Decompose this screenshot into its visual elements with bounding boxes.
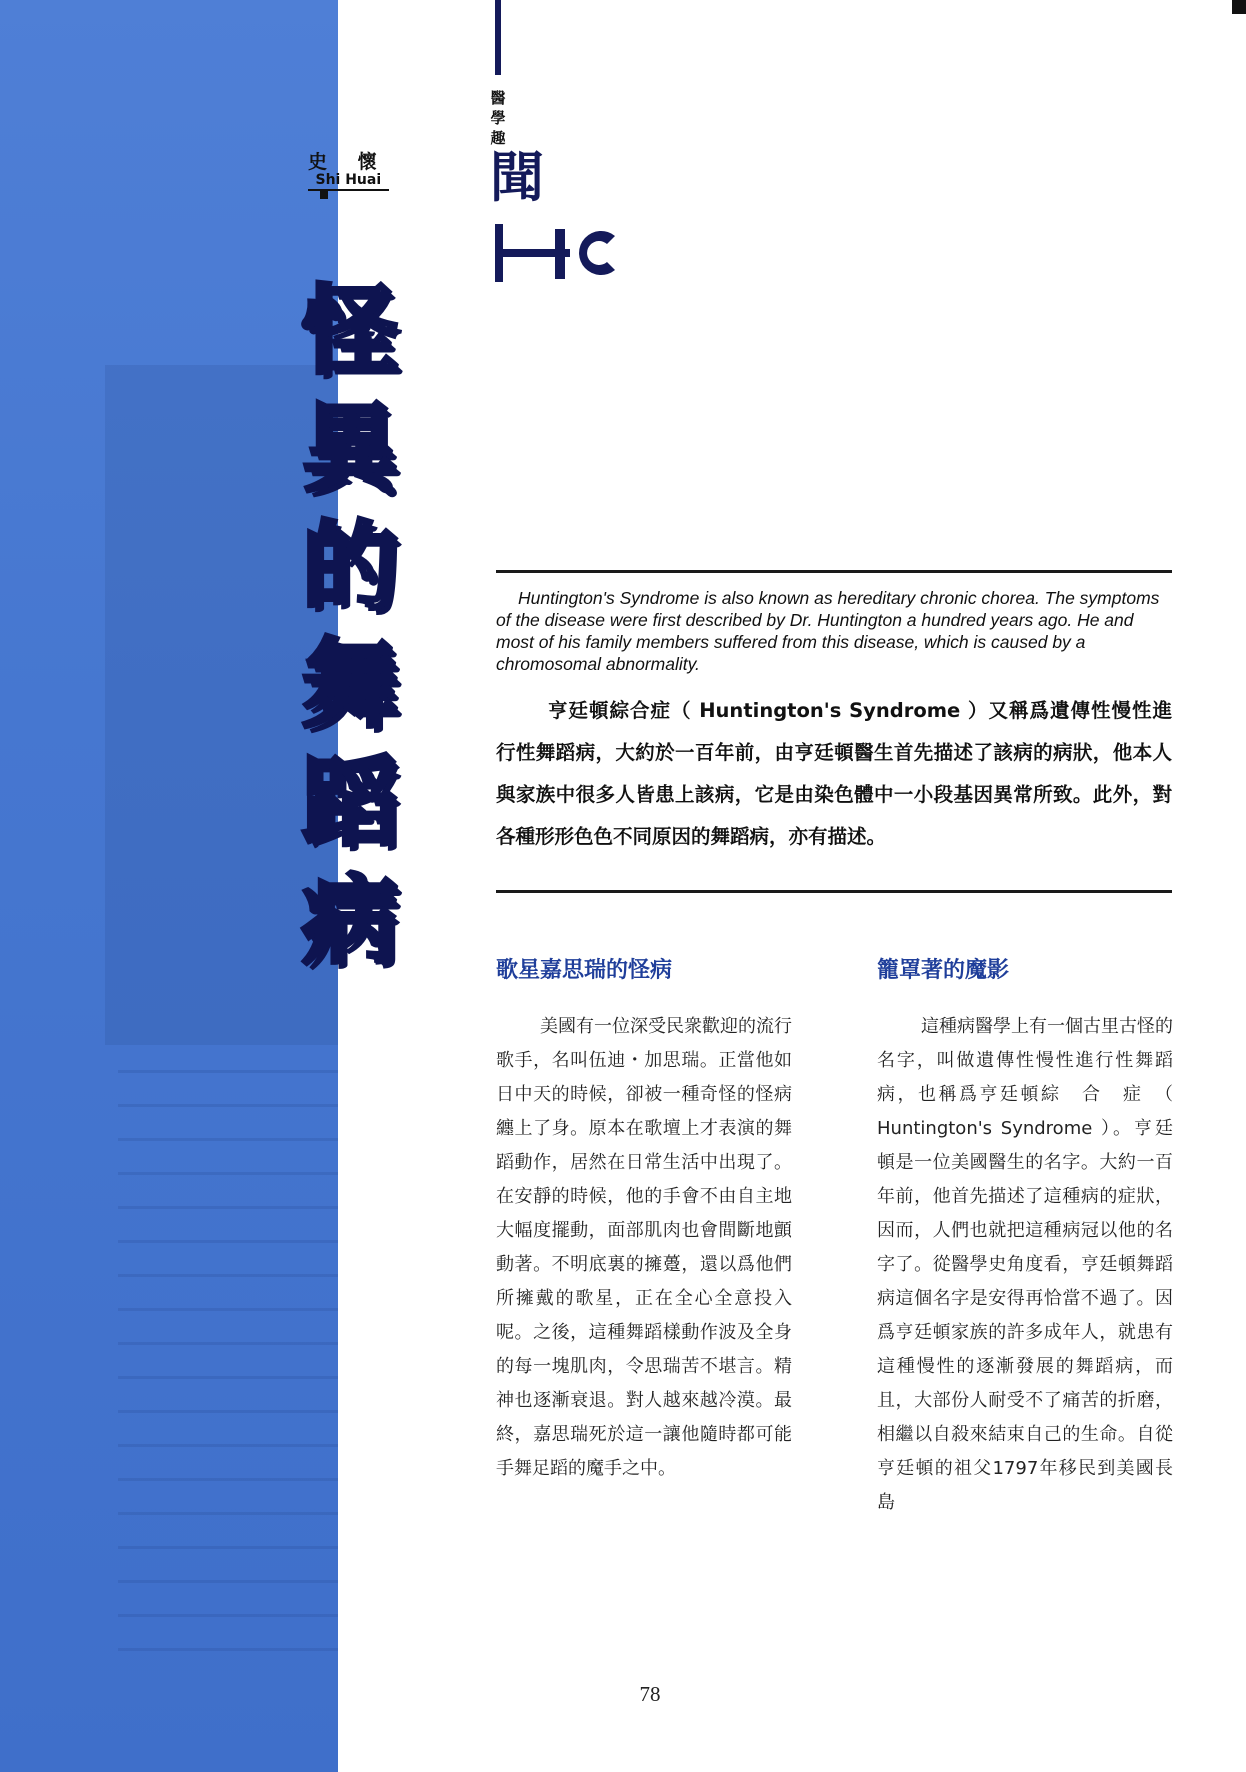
section-heading: 歌星嘉思瑞的怪病 [496,958,673,983]
author-block [308,152,389,199]
title-char: 蹈 [302,747,398,859]
section-column-left [496,956,792,1486]
section-body: 美國有一位深受民衆歡迎的流行歌手，名叫伍迪・加思瑞。正當他如日中天的時候，卻被一種奇怪的怪病纏上了身。原本在歌壇上才表演的舞蹈動作，居然在日常生活中出現了。在安靜的時候，他的手會不由自主地大幅度擺動，面部肌肉也會間斷地顫動著。不明底裏的擁躉，還以爲他們所擁戴的歌星，正在全心全意投入呢。之後，這種舞蹈樣動作波及全身的每一塊肌肉，令思瑞苦不堪言。精神也逐漸衰退。對人越來越冷漠。最終，嘉思瑞死於這一讓他隨時都可能手舞足蹈的魔手之中。 [496,1016,792,1479]
title-char: 異 [302,393,398,505]
corner-mark [1232,0,1246,14]
title-char: 舞 [302,629,398,741]
abstract-chinese: 亨廷頓綜合症（ Huntington's Syndrome ）又稱爲遺傳性慢性進行性舞蹈病，大約於一百年前，由亨廷頓醫生首先描述了該病的病狀，他本人與家族中很多人皆患上該病，它是由染色體中一小段基因異常所致。此外，對各種形形色色不同原因的舞蹈病，亦有描述。 [496,699,1172,848]
section-column-right [877,956,1173,1520]
author-name-zh: 史 懷 [308,151,389,173]
page-number: 78 [639,1682,661,1706]
faded-background-text [118,1070,338,1680]
column-logo-icon [495,224,630,284]
title-char: 怪 [302,275,398,387]
author-marker [320,191,328,199]
section-body: 這種病醫學上有一個古里古怪的名字，叫做遺傳性慢性進行性舞蹈病，也稱爲亨廷頓綜 合 症 （ Huntington's Syndrome ）。亨廷頓是一位美國醫生的名字。大約一百年前，他首先描述了這種病的症狀，因而，人們也就把這種病冠以他的名字了。從醫學史角度看，亨廷頓舞蹈病這個名字是安得再恰當不過了。因爲亨廷頓家族的許多成年人，就患有這種慢性的逐漸發展的舞蹈病，而且，大部份人耐受不了痛苦的折磨，相繼以自殺來結束自己的生命。自從亨廷頓的祖父1797年移民到美國長島 [877,1016,1173,1513]
column-glyph: 聞 [490,146,544,209]
title-char: 的 [302,511,398,623]
author-name-en: Shi Huai [308,172,389,191]
section-heading: 籠罩著的魔影 [877,958,1010,983]
column-header-bar [495,0,501,75]
column-label: 醫學趣 [490,89,506,147]
abstract-english: Huntington's Syndrome is also known as hereditary chronic chorea. The symptoms of the disease were first described by Dr. Huntington a hundred years ago. He and most of his family members suffered from this disease, which is caused by a chromosomal abnormality. [496,588,1160,674]
abstract-bottom-rule [496,890,1172,893]
article-title [290,272,410,980]
title-char: 病 [302,865,398,977]
abstract-top-rule [496,570,1172,573]
